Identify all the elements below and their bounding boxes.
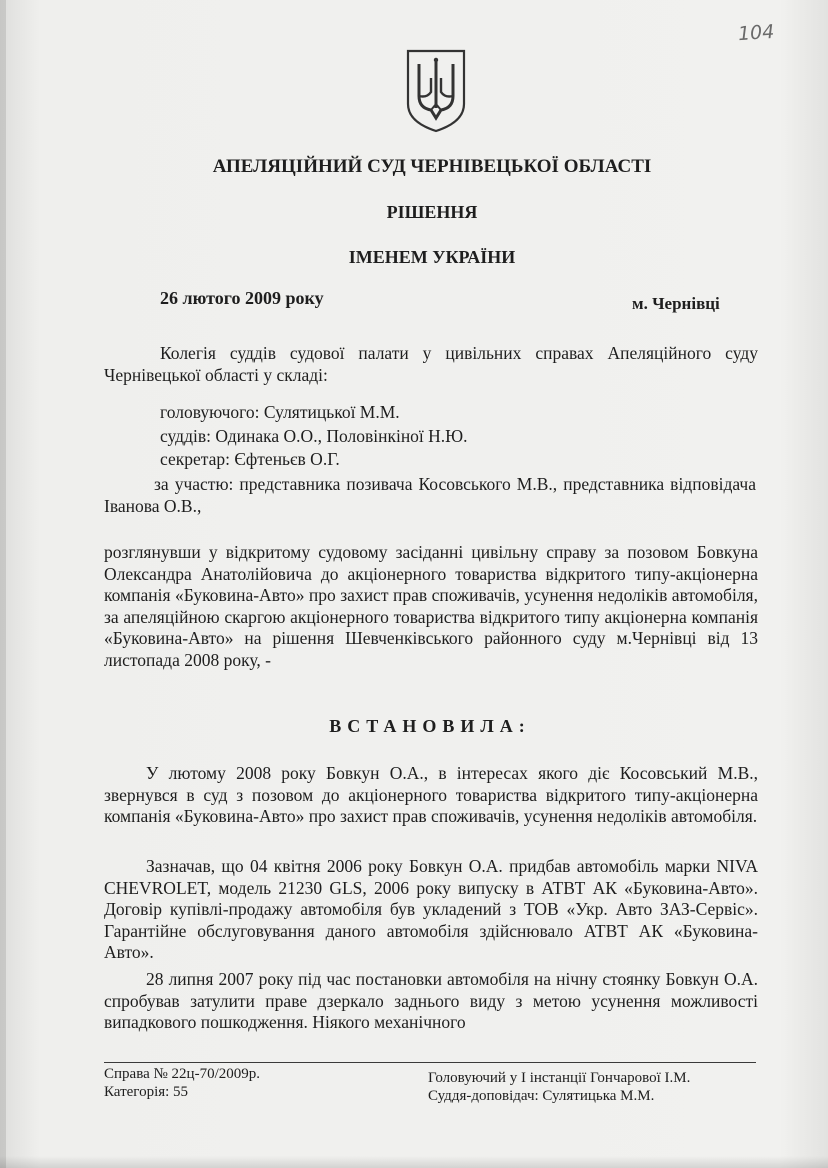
body-paragraph: У лютому 2008 року Бовкун О.А., в інтересах якого діє Косовський М.В., звернувся в суд з позовом до акціонерного товариства відкритого типу-акціонерна компанія «Буковина-Авто» про захист прав споживачів, усунення недоліків автомобіля.: [104, 763, 758, 827]
rapporteur-judge: Суддя-доповідач: Сулятицька М.М.: [428, 1088, 655, 1104]
scan-edge: [0, 0, 6, 1168]
in-the-name-of-ukraine: ІМЕНЕМ УКРАЇНИ: [348, 247, 516, 267]
first-instance-judge: Головуючий у І інстанції Гончарової І.М.: [428, 1070, 691, 1086]
scan-shadow: [0, 1156, 828, 1168]
case-category: Категорія: 55: [104, 1084, 189, 1100]
panel-secretary: секретар: Єфтеньєв О.Г.: [160, 449, 340, 469]
panel-composition: Колегія суддів судової палати у цивільних справах Апеляційного суду Чернівецької області у складі:: [104, 343, 758, 385]
decision-city: м. Чернівці: [632, 294, 720, 313]
case-number: Справа № 22ц-70/2009р.: [104, 1066, 260, 1082]
case-description: розглянувши у відкритому судовому засіданні цивільну справу за позовом Бовкуна Олександра Анатолійовича до акціонерного товариства відкритого типу-акціонерна компанія «Буковина-Авто» про захист прав споживачів, усунення недоліків автомобіля, за апеляційною скаргою акціонерного товариства відкритого типу акціонерна компанія «Буковина-Авто» на рішення Шевченківського районного суду м.Чернівці від 13 листопада 2008 року, -: [104, 542, 758, 670]
decision-date: 26 лютого 2009 року: [160, 288, 324, 308]
panel-chair: головуючого: Сулятицької М.М.: [160, 402, 400, 422]
body-paragraph: Зазначав, що 04 квітня 2006 року Бовкун О.А. придбав автомобіль марки NIVA CHEVROLET, модель 21230 GLS, 2006 року випуску в АТВТ АК «Буковина-Авто». Договір купівлі-продажу автомобіля був укладений з ТОВ «Укр. Авто ЗАЗ-Сервіс». Гарантійне обслуговування даного автомобіля здійснювало АТВТ АК «Буковина-Авто».: [104, 856, 758, 963]
handwritten-page-number: 104: [737, 20, 775, 46]
body-paragraph: 28 липня 2007 року під час постановки автомобіля на нічну стоянку Бовкун О.А. спробував затулити праве дзеркало заднього виду з метою усунення можливості випадкового пошкодження. Ніякого механічного: [104, 969, 758, 1033]
participants: за участю: представника позивача Косовського М.В., представника відповідача Іванова О.В.,: [104, 474, 756, 516]
court-name: АПЕЛЯЦІЙНИЙ СУД ЧЕРНІВЕЦЬКОЇ ОБЛАСТІ: [212, 156, 652, 177]
document-type: РІШЕННЯ: [386, 202, 478, 222]
section-heading: ВСТАНОВИЛА:: [329, 716, 531, 736]
panel-judges: суддів: Одинака О.О., Половінкіної Н.Ю.: [160, 426, 468, 446]
footer-divider: [104, 1062, 756, 1063]
coat-of-arms-icon: [405, 48, 467, 134]
